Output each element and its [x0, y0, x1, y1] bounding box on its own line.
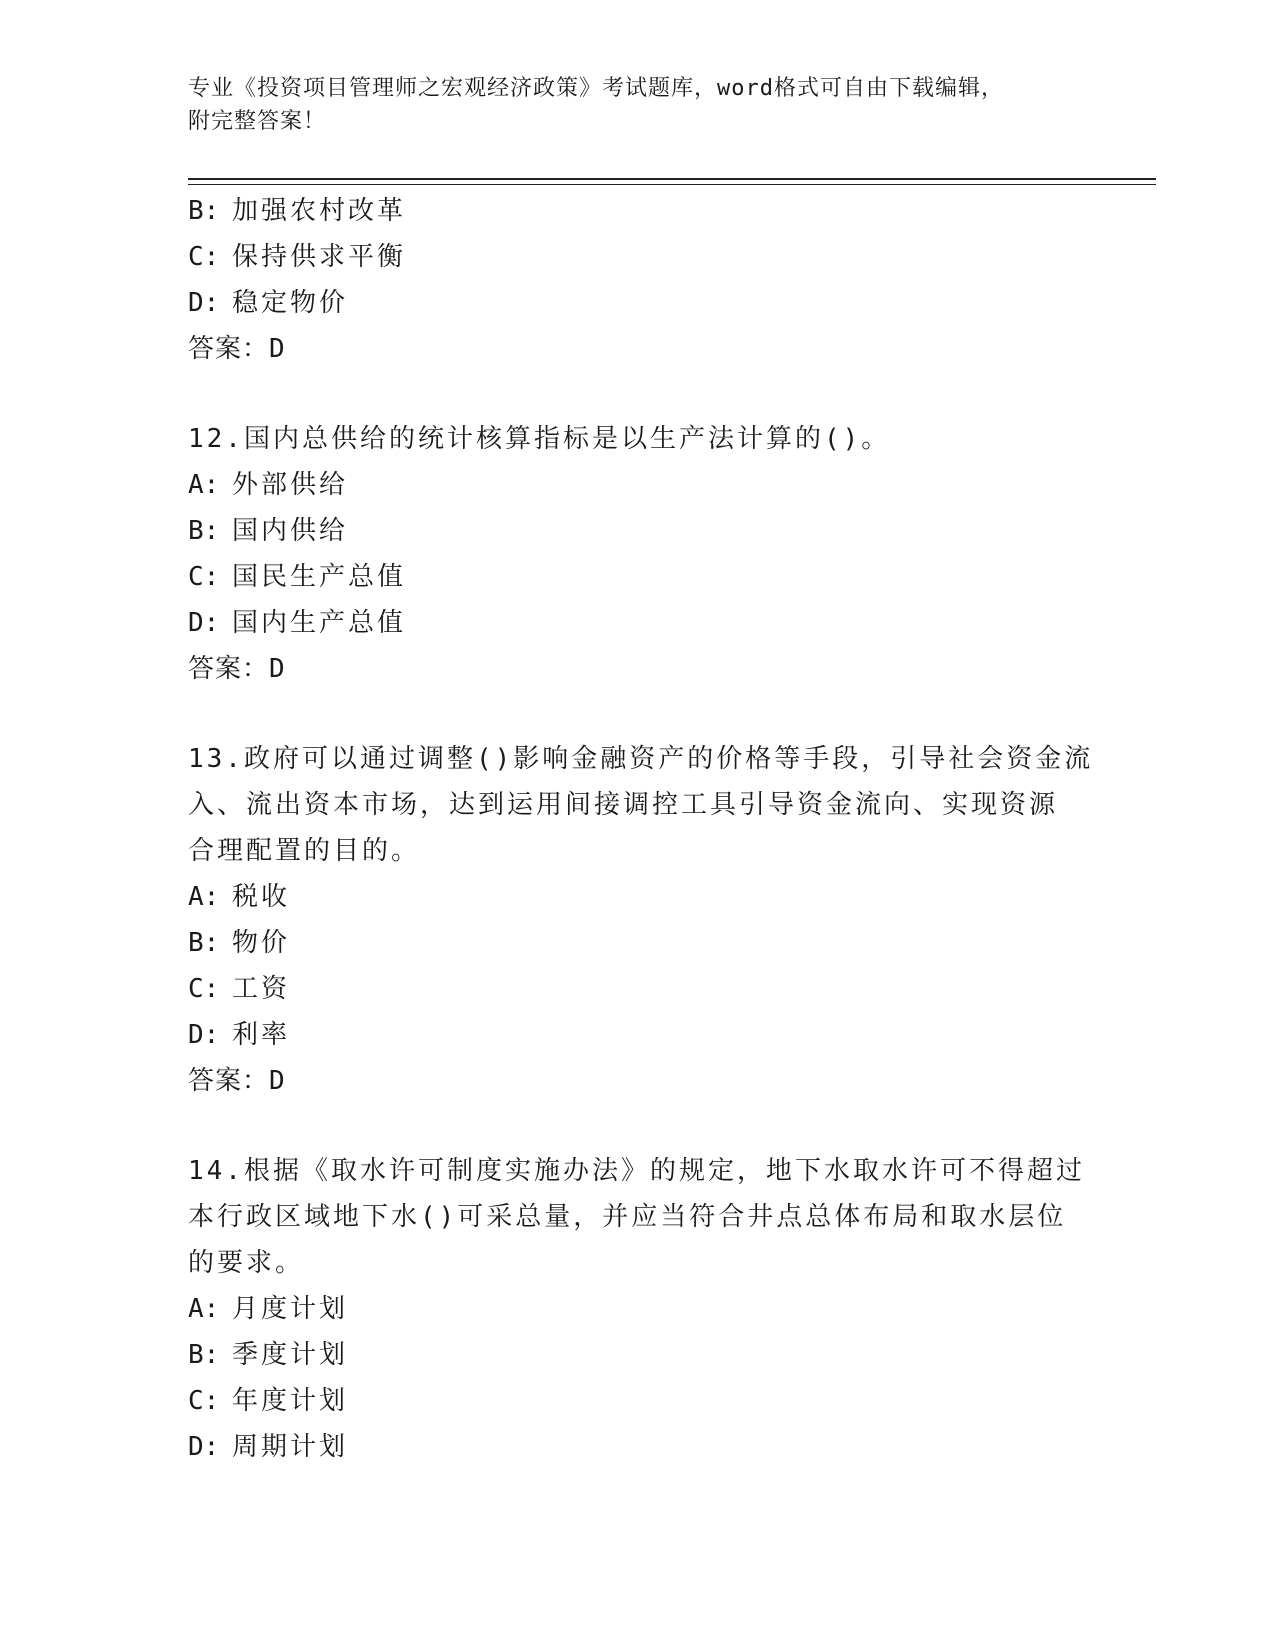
option-label: A:: [188, 470, 220, 500]
option-text: 保持供求平衡: [232, 242, 407, 272]
option-text: 税收: [232, 882, 291, 912]
option-label: B:: [188, 196, 220, 226]
question-13: [188, 736, 1094, 1104]
option-text: 加强农村改革: [232, 196, 407, 226]
option-text: 周期计划: [232, 1432, 349, 1462]
option-b: [188, 188, 1088, 234]
option-d: [188, 600, 1088, 646]
option-text: 国内供给: [232, 516, 349, 546]
option-text: 国民生产总值: [232, 562, 407, 592]
option-text: 季度计划: [232, 1340, 349, 1370]
option-text: 物价: [232, 928, 291, 958]
option-label: B:: [188, 928, 220, 958]
option-b: [188, 508, 1088, 554]
option-label: A:: [188, 882, 220, 912]
question-text: 12.国内总供给的统计核算指标是以生产法计算的()。: [188, 424, 891, 454]
question-text-line-3: 合理配置的目的。: [188, 836, 421, 866]
option-c: [188, 554, 1088, 600]
header-line-1: 专业《投资项目管理师之宏观经济政策》考试题库，word格式可自由下载编辑，: [188, 76, 1004, 101]
document-header: [188, 72, 1088, 138]
option-c: [188, 234, 1088, 280]
option-a: [188, 1286, 1088, 1332]
option-text: 年度计划: [232, 1386, 349, 1416]
question-list: [188, 188, 1094, 1470]
question-11-continued: [188, 188, 1088, 372]
option-a: [188, 462, 1088, 508]
option-c: [188, 966, 1088, 1012]
option-label: C:: [188, 242, 220, 272]
question-text-line-2: 入、流出资本市场，达到运用间接调控工具引导资金流向、实现资源: [188, 790, 1059, 820]
answer-line: 答案：D: [188, 334, 286, 364]
option-label: C:: [188, 1386, 220, 1416]
option-label: B:: [188, 1340, 220, 1370]
question-text-line-2: 本行政区域地下水()可采总量，并应当符合井点总体布局和取水层位: [188, 1202, 1067, 1232]
option-text: 国内生产总值: [232, 608, 407, 638]
option-label: D:: [188, 1020, 220, 1050]
option-text: 月度计划: [232, 1294, 349, 1324]
header-divider: [188, 178, 1156, 185]
option-label: A:: [188, 1294, 220, 1324]
header-line-2: 附完整答案！: [188, 109, 327, 134]
option-text: 利率: [232, 1020, 291, 1050]
option-label: D:: [188, 1432, 220, 1462]
option-c: [188, 1378, 1088, 1424]
option-a: [188, 874, 1088, 920]
option-label: B:: [188, 516, 220, 546]
option-d: [188, 1424, 1088, 1470]
question-12: [188, 416, 1088, 692]
option-b: [188, 1332, 1088, 1378]
option-label: C:: [188, 562, 220, 592]
option-text: 外部供给: [232, 470, 349, 500]
option-text: 稳定物价: [232, 288, 349, 318]
option-d: [188, 1012, 1088, 1058]
question-text-line-3: 的要求。: [188, 1248, 305, 1278]
option-label: D:: [188, 608, 220, 638]
option-label: D:: [188, 288, 220, 318]
option-b: [188, 920, 1088, 966]
option-text: 工资: [232, 974, 291, 1004]
answer-line: 答案：D: [188, 654, 286, 684]
question-14: [188, 1148, 1088, 1470]
option-d: [188, 280, 1088, 326]
question-text-line-1: 13.政府可以通过调整()影响金融资产的价格等手段，引导社会资金流: [188, 744, 1094, 774]
option-label: C:: [188, 974, 220, 1004]
answer-line: 答案：D: [188, 1066, 286, 1096]
question-text-line-1: 14.根据《取水许可制度实施办法》的规定，地下水取水许可不得超过: [188, 1156, 1085, 1186]
